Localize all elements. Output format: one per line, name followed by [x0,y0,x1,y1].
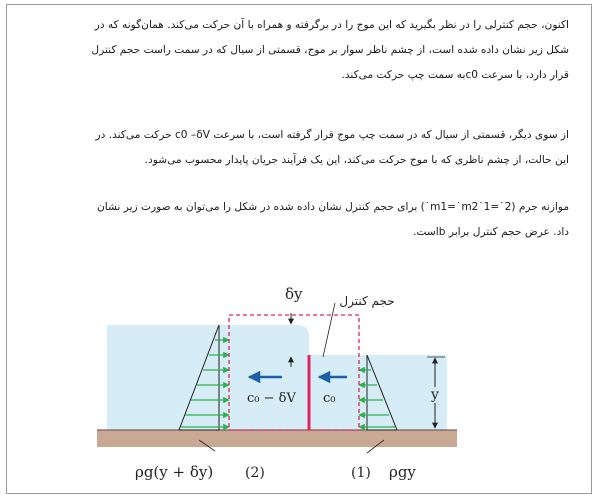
label-velocity-left: c₀ − δV [247,391,296,406]
paragraph-2 [29,123,569,173]
paragraph-line: قرار دارد، با سرعت c0به سمت چپ حرکت می‌کند. [341,69,569,81]
paragraph-line: از سوی دیگر، قسمتی از سیال که در سمت چپ موج قرار گرفته است، با سرعت c0 –δV حرکت می‌کند. در [95,129,569,141]
label-control-volume: حجم کنترل [339,294,395,308]
paragraph-line: این حالت، از چشم ناظری که با موج حرکت می‌کند، این یک فرآیند جریان پایدار محسوب می‌شود. [144,154,569,166]
control-volume-figure [97,275,457,495]
label-section-2: (2) [245,465,265,481]
label-dy: δy [285,285,303,303]
document-page [6,4,592,494]
paragraph-line: شکل زیر نشان داده شده است، از چشم ناظر سوار بر موج، قسمتی از سیال که در سمت راست حجم کنترل [91,44,569,56]
label-velocity-right: c₀ [323,391,336,406]
label-y: y [431,387,439,403]
paragraph-1 [29,13,569,88]
paragraph-line: داد. عرض حجم کنترل برابر bاست. [413,226,569,238]
label-pressure-right: ρgy [389,463,416,481]
paragraph-line: موازنه جرم (m1=˙m2˙1=˙2˙) برای حجم کنترل نشان داده شده در شکل را می‌توان به صورت زیر نشان [96,201,569,213]
ground [97,430,457,447]
paragraph-line: اکنون، حجم کنترلی را در نظر بگیرید که این موج را در برگرفته و همراه با آن حرکت می‌کند. همان‌گونه که در [94,19,569,31]
label-pressure-left: ρg(y + δy) [135,463,214,481]
paragraph-3 [29,195,569,245]
label-section-1: (1) [351,465,371,481]
